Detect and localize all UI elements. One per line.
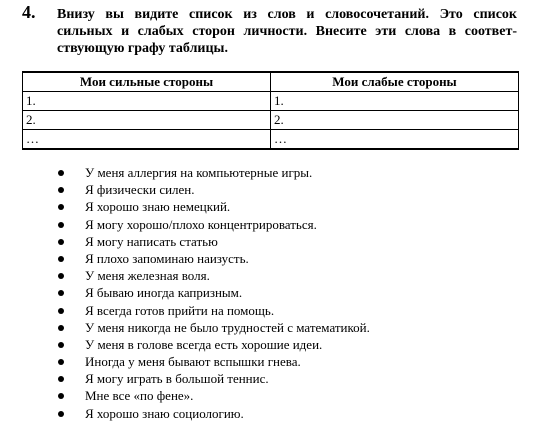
bullet-icon [58,256,64,262]
table-row [23,130,519,150]
bullet-icon [58,325,64,331]
list-item-text: Я могу написать статью [85,233,218,249]
strengths-header: Мои сильные стороны [23,72,271,92]
task-number: 4. [22,2,36,22]
table-header-row [23,72,519,92]
list-item-text: Я хорошо знаю социологию. [85,405,244,421]
list-item-text: Я физически силен. [85,182,195,198]
weaknesses-header: Мои слабые стороны [271,72,519,92]
task-instructions [57,6,517,57]
bullet-icon [58,273,64,279]
list-item-text: Я плохо запоминаю наизусть. [85,250,249,266]
list-item-text: Я могу хорошо/плохо концентрироваться. [85,216,317,232]
bullet-icon [58,222,64,228]
bullet-icon [58,359,64,365]
bullet-icon [58,376,64,382]
bullet-icon [58,187,64,193]
instruction-line: сильных и слабых сторон личности. Внесите эти слова в соответ- [57,24,517,39]
strengths-cell: … [23,130,271,150]
instruction-line: ствующую графу таблицы. [57,41,228,56]
list-item-text: У меня аллергия на компьютерные игры. [85,165,313,180]
bullet-icon [58,411,64,417]
bullet-icon [58,290,64,296]
weaknesses-cell: 2. [271,111,519,130]
bullet-icon [58,170,64,176]
bullet-icon [58,239,64,245]
bullet-icon [58,342,64,348]
bullet-icon [58,393,64,399]
list-item-text: Мне все «по фене». [85,388,194,404]
weaknesses-cell: … [271,130,519,150]
list-item-text: У меня в голове всегда есть хорошие идеи. [85,336,323,352]
list-item-text: Я могу играть в большой теннис. [85,371,269,387]
list-item-text: Я бываю иногда капризным. [85,285,243,301]
weaknesses-cell: 1. [271,92,519,111]
strengths-cell: 1. [23,92,271,111]
bullet-icon [58,204,64,210]
list-item-text: У меня никогда не было трудностей с математикой. [85,319,370,335]
list-item-text: Я всегда готов прийти на помощь. [85,302,275,318]
traits-table [22,71,519,150]
list-item-text: Я хорошо знаю немецкий. [85,199,231,215]
table-row [23,92,519,111]
table-row [23,111,519,130]
list-item-text: У меня железная воля. [85,268,210,284]
strengths-cell: 2. [23,111,271,130]
bullet-icon [58,308,64,314]
list-item-text: Иногда у меня бывают вспышки гнева. [85,354,301,370]
instruction-line: Внизу вы видите список из слов и словосочетаний. Это список [57,7,517,22]
